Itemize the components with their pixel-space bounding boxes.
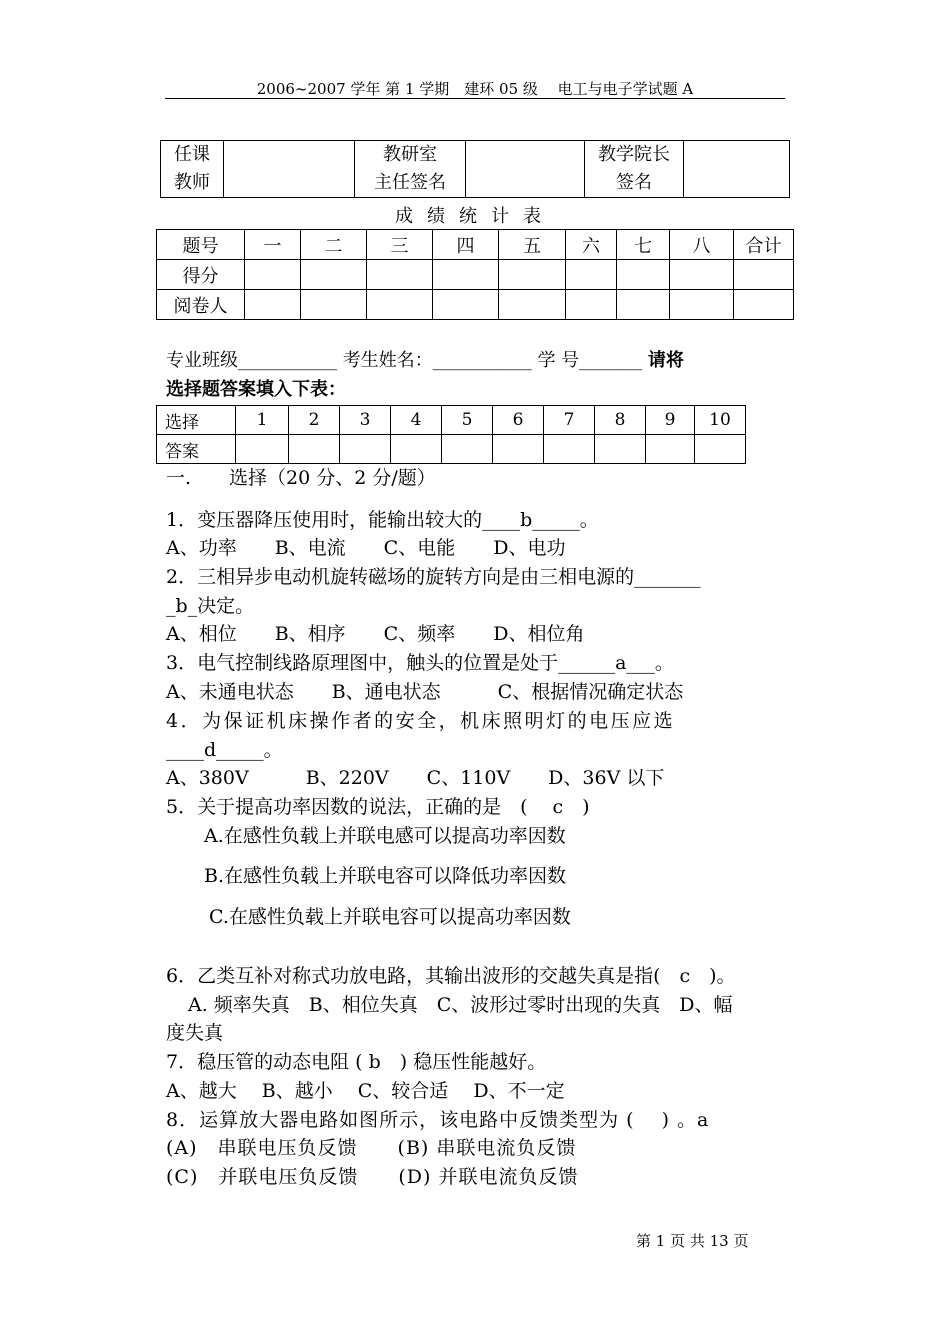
question-option: A、380V B、220V C、110V D、36V 以下 [166, 767, 665, 789]
answer-cell[interactable] [544, 435, 595, 464]
grader-cell[interactable] [670, 290, 734, 320]
question-line: 8．运算放大器电路如图所示，该电路中反馈类型为 ( ) 。a [166, 1109, 710, 1131]
grader-cell[interactable] [301, 290, 367, 320]
question-option: (C) 并联电压负反馈 (D) 并联电流负反馈 [166, 1166, 579, 1188]
grader-cell[interactable] [245, 290, 301, 320]
score-header-cell: 二 [301, 230, 367, 260]
question-option: A、相位 B、相序 C、频率 D、相位角 [166, 623, 585, 645]
score-cell[interactable] [566, 260, 617, 290]
score-row-label: 得分 [157, 260, 245, 290]
grader-cell[interactable] [617, 290, 670, 320]
instruction-bold-b: 选择题答案填入下表： [166, 379, 346, 400]
score-cell[interactable] [670, 260, 734, 290]
question-line: ____d_____。 [166, 739, 283, 761]
question-line: 1．变压器降压使用时，能输出较大的____b_____。 [166, 509, 599, 531]
answer-row [157, 435, 746, 464]
answer-header-cell: 10 [695, 406, 746, 435]
answer-cell[interactable] [695, 435, 746, 464]
score-cell[interactable] [734, 260, 794, 290]
answer-header-cell: 2 [289, 406, 340, 435]
score-header-cell: 三 [367, 230, 433, 260]
answer-header-cell: 8 [595, 406, 646, 435]
answer-cell[interactable] [493, 435, 544, 464]
score-header-cell: 合计 [734, 230, 794, 260]
answer-table [156, 405, 746, 464]
answer-cell[interactable] [340, 435, 391, 464]
section-title: 一. 选择（20 分、2 分/题） [166, 467, 436, 489]
answer-cell[interactable] [289, 435, 340, 464]
grader-cell[interactable] [499, 290, 566, 320]
question-line: 7．稳压管的动态电阻 ( b ) 稳压性能越好。 [166, 1051, 547, 1073]
question-line: 4．为保证机床操作者的安全，机床照明灯的电压应选 [166, 710, 676, 732]
score-header-cell: 八 [670, 230, 734, 260]
score-cell[interactable] [499, 260, 566, 290]
student-info-text: 专业班级___________ 考生姓名：___________ 学 号_______ [166, 350, 648, 371]
question-line: 2．三相异步电动机旋转磁场的旋转方向是由三相电源的_______ [166, 566, 701, 588]
score-cell[interactable] [433, 260, 499, 290]
grader-row-label: 阅卷人 [157, 290, 245, 320]
question-option: A、功率 B、电流 C、电能 D、电功 [166, 537, 566, 559]
signature-field-teacher[interactable] [224, 141, 355, 198]
answer-header-cell: 9 [646, 406, 695, 435]
signature-label-director: 教研室 主任签名 [355, 141, 466, 198]
question-option: C.在感性负载上并联电容可以提高功率因数 [209, 906, 571, 928]
question-option: A、越大 B、越小 C、较合适 D、不一定 [166, 1080, 565, 1102]
answer-row-label: 答案 [157, 435, 236, 464]
score-cell[interactable] [301, 260, 367, 290]
score-header-cell: 六 [566, 230, 617, 260]
score-header-cell: 一 [245, 230, 301, 260]
signature-table [160, 140, 790, 198]
answer-cell[interactable] [442, 435, 493, 464]
signature-label-teacher: 任课 教师 [161, 141, 224, 198]
answer-header-cell: 3 [340, 406, 391, 435]
question-option: A、未通电状态 B、通电状态 C、根据情况确定状态 [166, 681, 684, 703]
signature-field-director[interactable] [466, 141, 585, 198]
answer-cell[interactable] [236, 435, 289, 464]
answer-header-cell: 7 [544, 406, 595, 435]
question-line: _b_决定。 [166, 595, 255, 617]
answer-header-cell: 5 [442, 406, 493, 435]
score-table-title: 成绩统计表 [395, 206, 555, 227]
question-option: A. 频率失真 B、相位失真 C、波形过零时出现的失真 D、幅 [188, 994, 733, 1016]
answer-header-cell: 1 [236, 406, 289, 435]
answer-header-cell: 6 [493, 406, 544, 435]
question-line: 5．关于提高功率因数的说法，正确的是 ( c ) [166, 796, 590, 818]
grader-row [157, 290, 794, 320]
page-header: 2006~2007 学年 第 1 学期 建环 05 级 电工与电子学试题 A [256, 80, 694, 98]
answer-cell[interactable] [646, 435, 695, 464]
question-option: 度失真 [166, 1022, 224, 1044]
grader-cell[interactable] [433, 290, 499, 320]
score-cell[interactable] [617, 260, 670, 290]
answer-header-row [157, 406, 746, 435]
instruction-bold-a: 请将 [647, 350, 684, 371]
answer-cell[interactable] [391, 435, 442, 464]
score-table [156, 229, 794, 320]
signature-label-dean: 教学院长 签名 [585, 141, 684, 198]
score-header-cell: 五 [499, 230, 566, 260]
signature-field-dean[interactable] [684, 141, 790, 198]
grader-cell[interactable] [734, 290, 794, 320]
score-header-cell: 七 [617, 230, 670, 260]
score-header-row [157, 230, 794, 260]
question-option: B.在感性负载上并联电容可以降低功率因数 [204, 865, 567, 887]
score-cell[interactable] [367, 260, 433, 290]
answer-cell[interactable] [595, 435, 646, 464]
question-line: 3．电气控制线路原理图中，触头的位置是处于______a___。 [166, 652, 674, 674]
score-cell[interactable] [245, 260, 301, 290]
question-option: (A) 串联电压负反馈 (B) 串联电流负反馈 [166, 1137, 577, 1159]
score-row [157, 260, 794, 290]
score-header-cell: 题号 [157, 230, 245, 260]
question-option: A.在感性负载上并联电感可以提高功率因数 [204, 825, 566, 847]
grader-cell[interactable] [566, 290, 617, 320]
question-line: 6．乙类互补对称式功放电路，其输出波形的交越失真是指( c )。 [166, 965, 736, 987]
answer-header-cell: 4 [391, 406, 442, 435]
grader-cell[interactable] [367, 290, 433, 320]
header-divider [165, 98, 785, 99]
answer-header-cell: 选择 [157, 406, 236, 435]
student-info-line [166, 347, 684, 375]
score-header-cell: 四 [433, 230, 499, 260]
page-footer: 第 1 页 共 13 页 [636, 1232, 749, 1250]
